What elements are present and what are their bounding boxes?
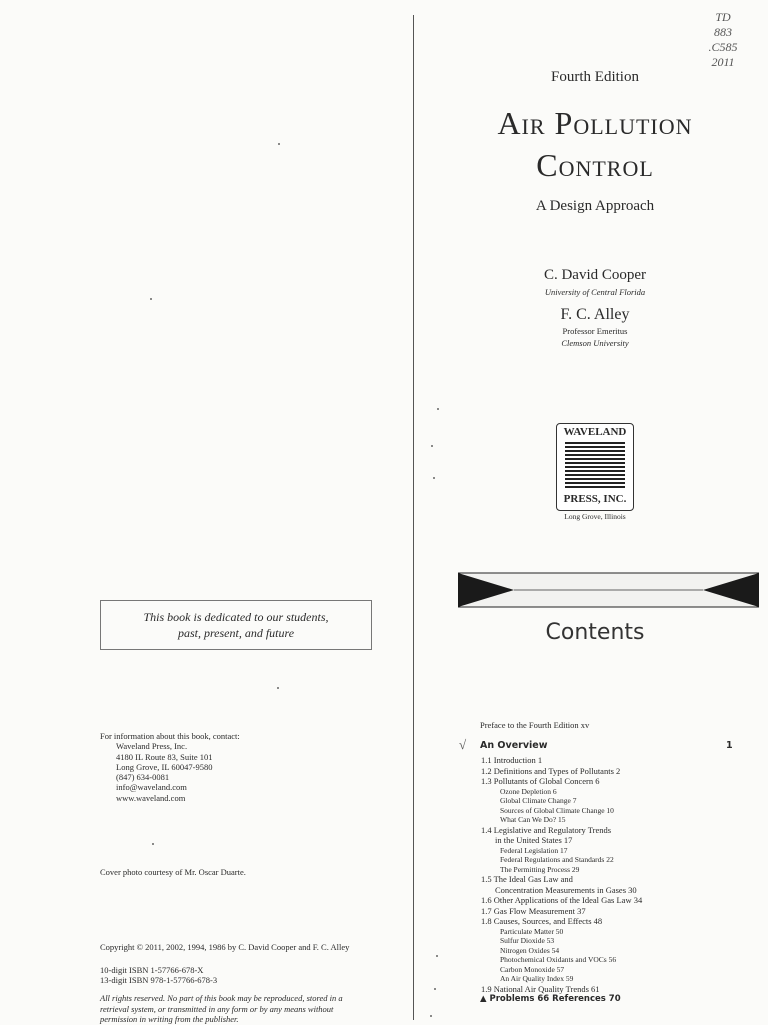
toc-entry[interactable]: 1.3 Pollutants of Global Concern 6: [481, 776, 600, 786]
scan-speck: [431, 445, 433, 447]
contact-line: Waveland Press, Inc.: [116, 741, 188, 752]
call-number-line: 883: [714, 25, 732, 39]
toc-entry[interactable]: 1.1 Introduction 1: [481, 755, 543, 765]
toc-subentry[interactable]: Global Climate Change 7: [500, 796, 577, 805]
handwritten-call-number: [688, 10, 758, 70]
publisher-place: Long Grove, Illinois: [564, 512, 626, 521]
contact-line: For information about this book, contact:: [100, 731, 240, 741]
toc-problems-references[interactable]: ▲ Problems 66 References 70: [480, 994, 621, 1004]
toc-subentry[interactable]: Photochemical Oxidants and VOCs 56: [500, 955, 617, 964]
edition-label: Fourth Edition: [551, 69, 639, 85]
toc-entries: [481, 755, 731, 1005]
toc-entry[interactable]: 1.5 The Ideal Gas Law and: [481, 874, 573, 884]
rights-line: All rights reserved. No part of this book may be reproduced, stored in a: [100, 993, 343, 1003]
isbn-line: 10-digit ISBN 1-57766-678-X: [100, 965, 204, 975]
toc-entry-continued[interactable]: in the United States 17: [495, 835, 573, 845]
dedication-box: [100, 600, 372, 650]
logo-text-bottom: PRESS, INC.: [563, 493, 627, 505]
toc-subentry[interactable]: Particulate Matter 50: [500, 926, 564, 936]
book-subtitle: A Design Approach: [535, 198, 655, 214]
rights-line: permission in writing from the publisher.: [100, 1014, 239, 1024]
toc-entry[interactable]: 1.2 Definitions and Types of Pollutants 2: [481, 765, 621, 776]
book-title-line-2: Control: [536, 147, 654, 183]
toc-subentry[interactable]: Federal Legislation 17: [500, 845, 568, 855]
contents-banner: [458, 571, 759, 609]
toc-entry-continued[interactable]: Concentration Measurements in Gases 30: [495, 884, 637, 895]
copyright-line: Copyright © 2011, 2002, 1994, 1986 by C. David Cooper and F. C. Alley: [100, 942, 350, 952]
toc-entry[interactable]: 1.4 Legislative and Regulatory Trends: [481, 824, 612, 835]
contact-line: www.waveland.com: [116, 792, 186, 803]
toc-entry[interactable]: 1.8 Causes, Sources, and Effects 48: [481, 916, 603, 926]
dedication-line: This book is dedicated to our students,: [143, 610, 329, 624]
toc-subentry[interactable]: Sulfur Dioxide 53: [500, 936, 555, 945]
contact-line: Long Grove, IL 60047-9580: [116, 761, 213, 772]
toc-subentry[interactable]: Nitrogen Oxides 54: [500, 945, 560, 955]
scan-speck: [436, 955, 438, 957]
dedication-line: past, present, and future: [177, 626, 295, 640]
author-name: C. David Cooper: [543, 267, 647, 283]
rights-line: retrieval system, or transmitted in any form or by any means without: [100, 1003, 334, 1014]
author-name: F. C. Alley: [560, 306, 630, 323]
scan-speck: [277, 687, 279, 689]
checkmark-icon: √: [459, 737, 467, 752]
contents-heading: Contents: [545, 620, 645, 645]
toc-subentry[interactable]: The Permitting Process 29: [500, 864, 580, 874]
isbn-block: [100, 965, 217, 985]
author-title: Professor Emeritus: [562, 326, 628, 336]
toc-entry[interactable]: 1.7 Gas Flow Measurement 37: [481, 905, 586, 916]
call-number-line: 2011: [711, 55, 735, 69]
rights-notice: [100, 993, 380, 1025]
author-affiliation: University of Central Florida: [544, 287, 646, 297]
toc-chapter-page: 1: [726, 740, 733, 751]
toc-subentry[interactable]: Ozone Depletion 6: [500, 786, 557, 796]
toc-entry[interactable]: 1.9 National Air Quality Trends 61: [481, 983, 600, 994]
contact-info: [100, 731, 240, 803]
scan-speck: [150, 298, 152, 300]
toc-chapter-title[interactable]: An Overview: [480, 740, 548, 751]
call-number-line: .C585: [708, 40, 738, 54]
toc-subentry[interactable]: Sources of Global Climate Change 10: [500, 805, 614, 815]
isbn-line: 13-digit ISBN 978-1-57766-678-3: [100, 975, 218, 985]
logo-stripes-icon: [565, 442, 625, 490]
toc-subentry[interactable]: An Air Quality Index 59: [500, 974, 574, 983]
cover-credit: Cover photo courtesy of Mr. Oscar Duarte.: [100, 867, 246, 877]
author-affiliation: Clemson University: [561, 338, 629, 348]
toc-subentry[interactable]: What Can We Do? 15: [500, 815, 566, 824]
scan-speck: [152, 843, 154, 845]
book-title-line-1: Air Pollution: [497, 105, 693, 141]
scan-speck: [430, 1015, 432, 1017]
scan-speck: [433, 477, 435, 479]
toc-entry[interactable]: 1.6 Other Applications of the Ideal Gas Law 34: [481, 895, 643, 905]
scan-speck: [434, 988, 436, 990]
scan-speck: [437, 408, 439, 410]
scan-speck: [278, 143, 280, 145]
contact-line: info@waveland.com: [116, 782, 187, 793]
contact-line: (847) 634-0081: [116, 772, 170, 783]
logo-text-top: WAVELAND: [563, 426, 627, 438]
contact-line: 4180 IL Route 83, Suite 101: [116, 751, 213, 762]
call-number-line: TD: [715, 10, 731, 24]
toc-subentry[interactable]: Federal Regulations and Standards 22: [500, 855, 614, 864]
toc-preface: Preface to the Fourth Edition xv: [480, 720, 590, 730]
publisher-logo: [556, 423, 634, 511]
toc-subentry[interactable]: Carbon Monoxide 57: [500, 964, 565, 974]
book-gutter-line: [413, 15, 414, 1020]
